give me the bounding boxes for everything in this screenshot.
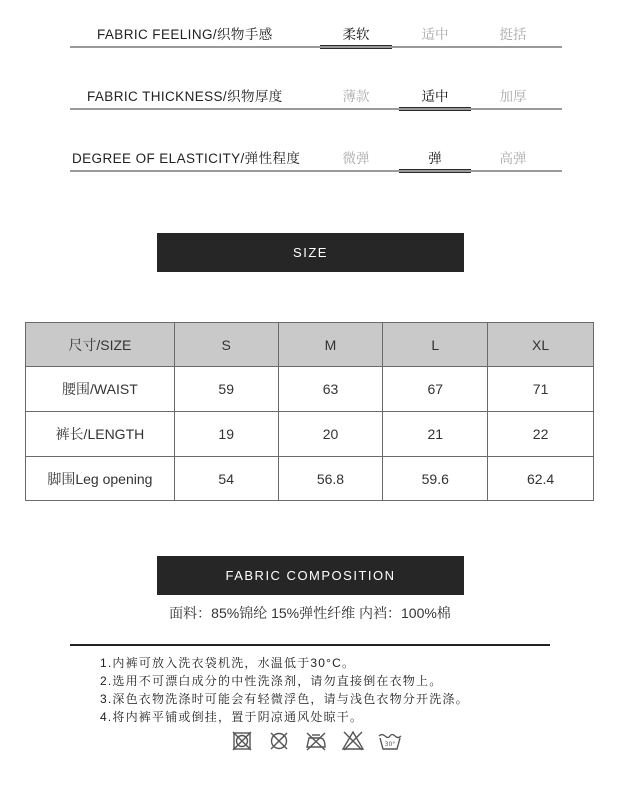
no-iron-icon [303, 730, 329, 752]
attr-option: 高弹 [499, 151, 527, 166]
table-header-cell: S [174, 323, 278, 367]
attr-divider [70, 46, 562, 48]
attr-label: FABRIC THICKNESS/织物厚度 [87, 89, 283, 104]
care-line: 3.深色衣物洗涤时可能会有轻微浮色，请与浅色衣物分开洗涤。 [100, 692, 469, 706]
table-header-cell: 尺寸/SIZE [26, 323, 175, 367]
attr-option: 薄款 [342, 89, 370, 104]
attr-option: 适中 [421, 27, 449, 42]
table-cell: 71 [488, 367, 594, 412]
size-banner: SIZE [157, 233, 464, 272]
size-table [25, 322, 594, 501]
no-dry-clean-icon [266, 730, 292, 752]
table-cell: 21 [383, 412, 488, 457]
care-divider [70, 644, 550, 646]
attr-row-feeling [70, 18, 562, 48]
table-cell: 脚围Leg opening [26, 457, 175, 501]
table-cell: 54 [174, 457, 278, 501]
table-cell: 20 [278, 412, 383, 457]
care-line: 1.内裤可放入洗衣袋机洗，水温低于30°C。 [100, 656, 356, 670]
attr-option-selected: 弹 [399, 147, 471, 167]
attr-option: 微弹 [342, 151, 370, 166]
care-instructions [100, 654, 469, 726]
table-cell: 63 [278, 367, 383, 412]
attr-row-thickness [70, 80, 562, 110]
attr-label: DEGREE OF ELASTICITY/弹性程度 [72, 151, 301, 166]
table-cell: 裤长/LENGTH [26, 412, 175, 457]
table-cell: 62.4 [488, 457, 594, 501]
table-row [26, 412, 594, 457]
attr-option-selected: 适中 [399, 85, 471, 105]
care-line: 2.选用不可漂白成分的中性洗涤剂，请勿直接倒在衣物上。 [100, 674, 443, 688]
attr-row-elasticity [70, 142, 562, 172]
attr-option-selected: 柔软 [320, 23, 392, 43]
table-cell: 59.6 [383, 457, 488, 501]
table-header-cell: XL [488, 323, 594, 367]
table-cell: 59 [174, 367, 278, 412]
table-cell: 22 [488, 412, 594, 457]
composition-text: 面料：85%锦纶 15%弹性纤维 内裆：100%棉 [169, 605, 451, 621]
table-cell: 腰围/WAIST [26, 367, 175, 412]
wash-30-icon [377, 730, 403, 752]
care-icons [229, 730, 403, 752]
table-row [26, 457, 594, 501]
care-line: 4.将内裤平铺或倒挂，置于阴凉通风处晾干。 [100, 710, 364, 724]
attr-option: 挺括 [499, 27, 527, 42]
no-bleach-icon [340, 730, 366, 752]
table-cell: 67 [383, 367, 488, 412]
table-cell: 19 [174, 412, 278, 457]
attr-divider [70, 170, 562, 172]
table-row [26, 367, 594, 412]
composition-banner: FABRIC COMPOSITION [157, 556, 464, 595]
table-header-row [26, 323, 594, 367]
table-header-cell: M [278, 323, 383, 367]
attr-option: 加厚 [499, 89, 527, 104]
no-tumble-dry-icon [229, 730, 255, 752]
attr-divider [70, 108, 562, 110]
table-header-cell: L [383, 323, 488, 367]
wash-temp-label: 30° [384, 741, 396, 748]
table-cell: 56.8 [278, 457, 383, 501]
attr-label: FABRIC FEELING/织物手感 [97, 27, 273, 42]
